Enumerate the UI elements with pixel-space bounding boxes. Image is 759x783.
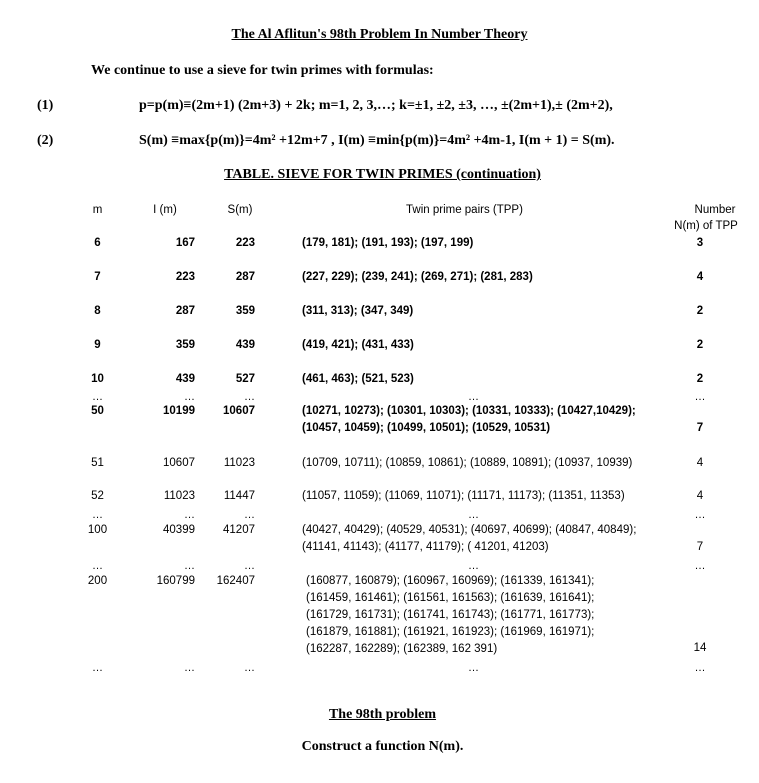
table-cell-s: 11023 (223, 457, 255, 469)
ellipsis-n: … (694, 509, 706, 521)
ellipsis-n: … (694, 391, 706, 403)
table-cell-tpp-line: (10709, 10711); (10859, 10861); (10889, 10891); (10937, 10939) (302, 457, 633, 469)
header-n-line2: N(m) of TPP (674, 220, 738, 232)
table-cell-s: 41207 (223, 524, 255, 536)
table-cell-m: 9 (94, 339, 101, 351)
header-n-line1: Number (694, 204, 736, 216)
ellipsis-m: … (92, 560, 103, 572)
ellipsis-tpp: … (468, 391, 479, 403)
ellipsis-s: … (244, 662, 255, 674)
table-cell-m: 6 (94, 237, 101, 249)
table-cell-i: 439 (175, 373, 195, 385)
equation-2-number: (2) (37, 133, 54, 148)
table-cell-m: 50 (91, 405, 104, 417)
table-cell-m: 7 (94, 271, 101, 283)
ellipsis-n: … (694, 560, 706, 572)
ellipsis-m: … (92, 391, 103, 403)
ellipsis-i: … (184, 391, 195, 403)
header-m: m (92, 204, 103, 216)
table-cell-i: 167 (175, 237, 195, 249)
table-cell-tpp-line: (10271, 10273); (10301, 10303); (10331, 10333); (10427,10429); (302, 405, 636, 417)
table-cell-n: 4 (696, 490, 704, 502)
table-cell-n: 7 (696, 541, 704, 553)
table-cell-n: 2 (696, 373, 704, 385)
table-cell-m: 52 (91, 490, 104, 502)
ellipsis-s: … (244, 391, 255, 403)
table-cell-tpp-line: (461, 463); (521, 523) (302, 373, 414, 385)
table-cell-tpp-line: (160877, 160879); (160967, 160969); (161339, 161341); (306, 575, 595, 587)
ellipsis-s: … (244, 509, 255, 521)
table-cell-n: 2 (696, 339, 704, 351)
table-cell-i: 11023 (163, 490, 195, 502)
equation-1-number: (1) (37, 98, 54, 113)
table-cell-s: 162407 (216, 575, 255, 587)
table-cell-n: 4 (696, 271, 704, 283)
table-cell-tpp-line: (41141, 41143); (41177, 41179); ( 41201, 41203) (302, 541, 549, 553)
equation-1: p=p(m)≡(2m+1) (2m+3) + 2k; m=1, 2, 3,…; k=±1, ±2, ±3, …, ±(2m+1),± (2m+2), (139, 98, 613, 113)
ellipsis-tpp: … (468, 509, 479, 521)
header-tpp: Twin prime pairs (TPP) (406, 204, 523, 216)
table-cell-s: 287 (235, 271, 255, 283)
table-cell-i: 10199 (163, 405, 195, 417)
ellipsis-s: … (244, 560, 255, 572)
table-cell-s: 11447 (223, 490, 255, 502)
ellipsis-m: … (92, 509, 103, 521)
table-cell-tpp-line: (161729, 161731); (161741, 161743); (161771, 161773); (306, 609, 595, 621)
table-cell-n: 7 (696, 422, 704, 434)
table-cell-tpp-line: (10457, 10459); (10499, 10501); (10529, 10531) (302, 422, 551, 434)
table-cell-tpp-line: (227, 229); (239, 241); (269, 271); (281, 283) (302, 271, 533, 283)
table-cell-tpp-line: (161459, 161461); (161561, 161563); (161639, 161641); (306, 592, 595, 604)
ellipsis-i: … (184, 560, 195, 572)
table-cell-m: 100 (87, 524, 108, 536)
table-cell-n: 3 (696, 237, 704, 249)
table-cell-s: 439 (235, 339, 255, 351)
table-cell-i: 359 (175, 339, 195, 351)
table-cell-s: 223 (235, 237, 255, 249)
table-cell-i: 223 (175, 271, 195, 283)
ellipsis-tpp: … (468, 662, 479, 674)
table-cell-n: 2 (696, 305, 704, 317)
table-cell-m: 51 (91, 457, 104, 469)
table-cell-tpp-line: (419, 421); (431, 433) (302, 339, 414, 351)
ellipsis-n: … (694, 662, 706, 674)
table-cell-n: 14 (693, 642, 707, 654)
table-title: TABLE. SIEVE FOR TWIN PRIMES (continuation) (224, 167, 541, 182)
table-cell-i: 287 (175, 305, 195, 317)
table-cell-m: 200 (87, 575, 108, 587)
table-cell-tpp-line: (162287, 162289); (162389, 162 391) (306, 643, 498, 655)
table-cell-tpp-line: (161879, 161881); (161921, 161923); (161969, 161971); (306, 626, 595, 638)
table-cell-n: 4 (696, 457, 704, 469)
ellipsis-tpp: … (468, 560, 479, 572)
header-i: I (m) (153, 204, 177, 216)
equation-2: S(m) ≡max{p(m)}=4m² +12m+7 , I(m) ≡min{p(m)}=4m² +4m-1, I(m + 1) = S(m). (139, 133, 615, 148)
ellipsis-i: … (184, 509, 195, 521)
table-cell-m: 10 (91, 373, 104, 385)
table-cell-i: 40399 (163, 524, 195, 536)
ellipsis-m: … (92, 662, 103, 674)
problem-task: Construct a function N(m). (301, 739, 464, 754)
table-cell-tpp-line: (11057, 11059); (11069, 11071); (11171, 11173); (11351, 11353) (302, 490, 625, 502)
table-cell-tpp-line: (311, 313); (347, 349) (302, 305, 414, 317)
table-cell-tpp-line: (40427, 40429); (40529, 40531); (40697, 40699); (40847, 40849); (302, 524, 637, 536)
table-cell-i: 10607 (163, 457, 195, 469)
table-cell-m: 8 (94, 305, 101, 317)
table-cell-s: 359 (235, 305, 255, 317)
table-cell-s: 10607 (223, 405, 255, 417)
header-s: S(m) (227, 204, 253, 216)
page-title: The Al Aflitun's 98th Problem In Number Theory (231, 27, 528, 42)
ellipsis-i: … (184, 662, 195, 674)
problem-heading: The 98th problem (328, 707, 437, 722)
intro-text: We continue to use a sieve for twin primes with formulas: (91, 63, 434, 78)
table-cell-tpp-line: (179, 181); (191, 193); (197, 199) (302, 237, 474, 249)
table-cell-i: 160799 (156, 575, 195, 587)
table-cell-s: 527 (235, 373, 255, 385)
